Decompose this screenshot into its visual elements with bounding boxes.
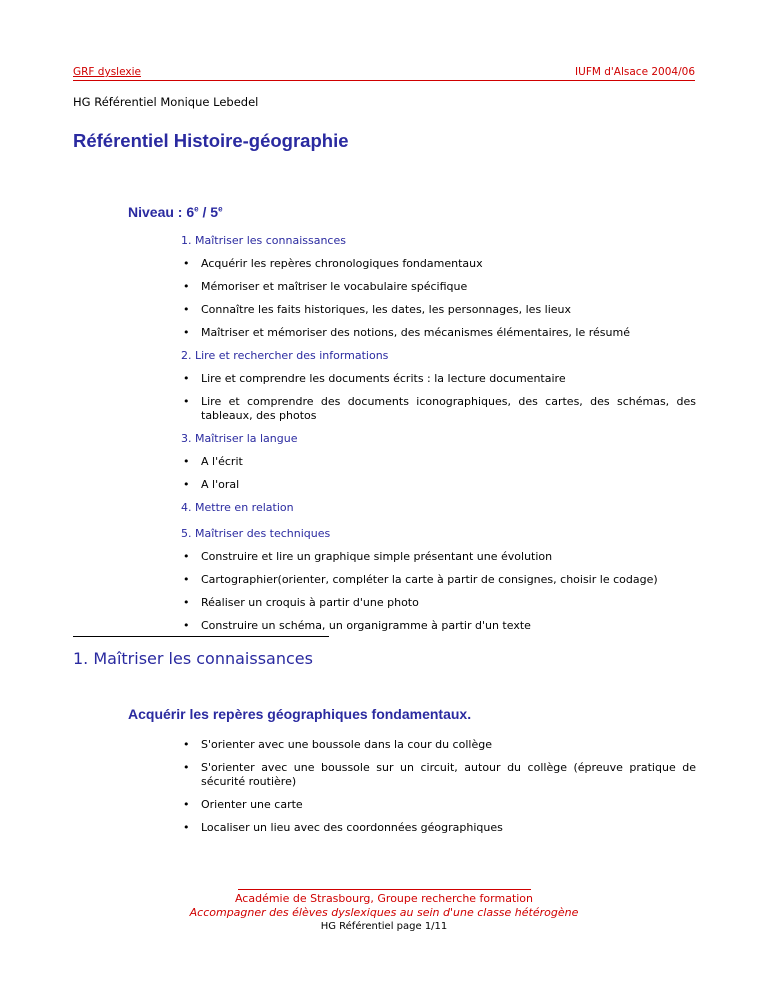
outline-list bbox=[181, 455, 696, 492]
header-left: GRF dyslexie bbox=[73, 66, 141, 78]
page-title: Référentiel Histoire-géographie bbox=[73, 130, 349, 151]
level-prefix: Niveau : 6 bbox=[128, 204, 195, 220]
outline-section-title: 4. Mettre en relation bbox=[181, 501, 294, 514]
list-item: • Réaliser un croquis à partir d'une photo bbox=[181, 596, 696, 610]
document-subtitle: HG Référentiel Monique Lebedel bbox=[73, 95, 259, 109]
list-item: • Localiser un lieu avec des coordonnées géographiques bbox=[181, 821, 696, 835]
outline-section-title: 2. Lire et rechercher des informations bbox=[181, 349, 389, 362]
section-content bbox=[181, 738, 696, 844]
page-header bbox=[73, 66, 695, 81]
list-item: • A l'écrit bbox=[181, 455, 696, 469]
outline-section-title: 1. Maîtriser les connaissances bbox=[181, 234, 346, 247]
list-item: • Construire et lire un graphique simple présentant une évolution bbox=[181, 550, 696, 564]
list-item: • Construire un schéma, un organigramme à partir d'un texte bbox=[181, 619, 696, 633]
list-item: • A l'oral bbox=[181, 478, 696, 492]
list-item: • S'orienter avec une boussole sur un circuit, autour du collège (épreuve pratique de sécurité routière) bbox=[181, 761, 696, 789]
footer-divider bbox=[238, 889, 531, 890]
list-item: • Lire et comprendre les documents écrits : la lecture documentaire bbox=[181, 372, 696, 386]
header-right: IUFM d'Alsace 2004/06 bbox=[575, 66, 695, 78]
list-item: • Orienter une carte bbox=[181, 798, 696, 812]
level-sup-2: e bbox=[218, 204, 223, 214]
section-heading: 1. Maîtriser les connaissances bbox=[73, 649, 313, 668]
list-item: • Connaître les faits historiques, les dates, les personnages, les lieux bbox=[181, 303, 696, 317]
level-sup-1: e bbox=[194, 204, 199, 214]
outline-list bbox=[181, 372, 696, 423]
list-item: • Mémoriser et maîtriser le vocabulaire spécifique bbox=[181, 280, 696, 294]
outline-section-title: 3. Maîtriser la langue bbox=[181, 432, 298, 445]
footer-page-number: HG Référentiel page 1/11 bbox=[320, 921, 448, 932]
list-item: • Cartographier(orienter, compléter la carte à partir de consignes, choisir le codage) bbox=[181, 573, 696, 587]
level-heading bbox=[128, 204, 223, 220]
footer-project: Accompagner des élèves dyslexiques au sein d'une classe hétérogène bbox=[189, 906, 579, 919]
level-mid: / 5 bbox=[198, 204, 219, 220]
footer-institution: Académie de Strasbourg, Groupe recherche formation bbox=[234, 892, 534, 905]
outline-list bbox=[181, 550, 696, 633]
outline-list bbox=[181, 257, 696, 340]
list-item: • Maîtriser et mémoriser des notions, des mécanismes élémentaires, le résumé bbox=[181, 326, 696, 340]
section-list bbox=[181, 738, 696, 835]
outline bbox=[181, 234, 696, 642]
list-item: • Acquérir les repères chronologiques fondamentaux bbox=[181, 257, 696, 271]
list-item: • Lire et comprendre des documents iconographiques, des cartes, des schémas, des tableaux, des photos bbox=[181, 395, 696, 423]
outline-section-title: 5. Maîtriser des techniques bbox=[181, 527, 331, 540]
section-divider bbox=[73, 636, 329, 637]
list-item: • S'orienter avec une boussole dans la cour du collège bbox=[181, 738, 696, 752]
section-subheading: Acquérir les repères géographiques fondamentaux. bbox=[128, 706, 472, 722]
